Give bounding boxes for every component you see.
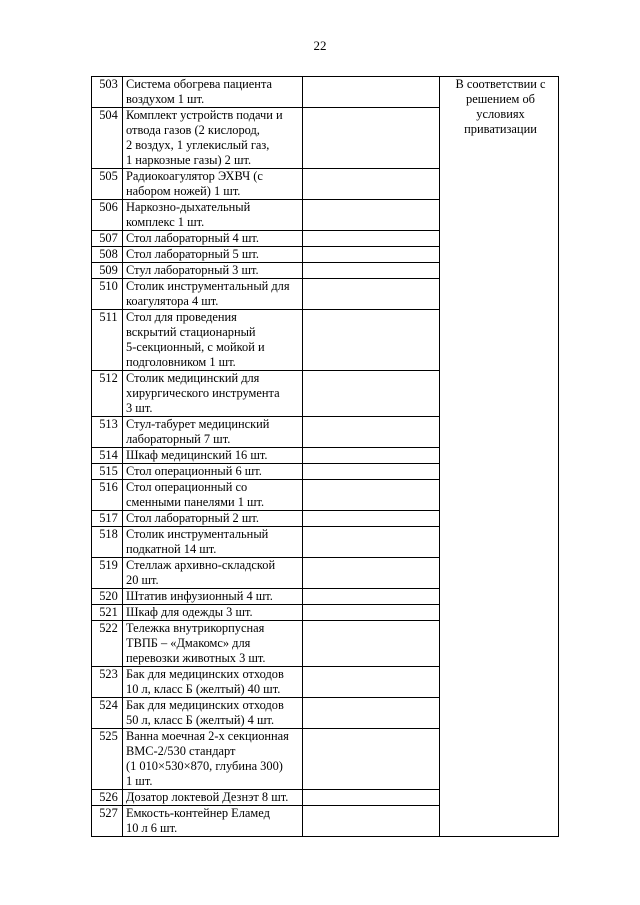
empty-cell: [303, 511, 440, 527]
row-number: 509: [92, 263, 123, 279]
item-description: Радиокоагулятор ЭХВЧ (с набором ножей) 1 шт.: [123, 169, 303, 200]
item-description: Бак для медицинских отходов 50 л, класс Б (желтый) 4 шт.: [123, 698, 303, 729]
empty-cell: [303, 231, 440, 247]
row-number: 512: [92, 371, 123, 417]
row-number: 525: [92, 729, 123, 790]
row-number: 511: [92, 310, 123, 371]
item-description: Столик инструментальный подкатной 14 шт.: [123, 527, 303, 558]
empty-cell: [303, 667, 440, 698]
row-number: 506: [92, 200, 123, 231]
empty-cell: [303, 806, 440, 837]
item-description: Шкаф медицинский 16 шт.: [123, 448, 303, 464]
item-description: Столик медицинский для хирургического инструмента 3 шт.: [123, 371, 303, 417]
empty-cell: [303, 263, 440, 279]
row-number: 520: [92, 589, 123, 605]
item-description: Тележка внутрикорпусная ТВПБ – «Дмакомс» для перевозки животных 3 шт.: [123, 621, 303, 667]
row-number: 508: [92, 247, 123, 263]
item-description: Штатив инфузионный 4 шт.: [123, 589, 303, 605]
row-number: 527: [92, 806, 123, 837]
item-description: Наркозно-дыхательный комплекс 1 шт.: [123, 200, 303, 231]
item-description: Система обогрева пациента воздухом 1 шт.: [123, 77, 303, 108]
row-number: 522: [92, 621, 123, 667]
empty-cell: [303, 558, 440, 589]
empty-cell: [303, 247, 440, 263]
empty-cell: [303, 371, 440, 417]
item-description: Комплект устройств подачи и отвода газов (2 кислород, 2 воздух, 1 углекислый газ, 1 наркозные газы) 2 шт.: [123, 108, 303, 169]
empty-cell: [303, 77, 440, 108]
empty-cell: [303, 448, 440, 464]
item-description: Стул лабораторный 3 шт.: [123, 263, 303, 279]
item-description: Столик инструментальный для коагулятора 4 шт.: [123, 279, 303, 310]
row-number: 515: [92, 464, 123, 480]
item-description: Стеллаж архивно-складской 20 шт.: [123, 558, 303, 589]
empty-cell: [303, 605, 440, 621]
page-number: 22: [313, 38, 327, 53]
item-description: Бак для медицинских отходов 10 л, класс Б (желтый) 40 шт.: [123, 667, 303, 698]
empty-cell: [303, 621, 440, 667]
row-number: 516: [92, 480, 123, 511]
row-number: 507: [92, 231, 123, 247]
item-description: Стул-табурет медицинский лабораторный 7 шт.: [123, 417, 303, 448]
item-description: Стол лабораторный 2 шт.: [123, 511, 303, 527]
row-number: 523: [92, 667, 123, 698]
row-number: 504: [92, 108, 123, 169]
item-description: Стол лабораторный 5 шт.: [123, 247, 303, 263]
table-row: [92, 77, 559, 108]
row-number: 513: [92, 417, 123, 448]
empty-cell: [303, 417, 440, 448]
item-description: Ванна моечная 2-х секционная ВМС-2/530 стандарт (1 010×530×870, глубина 300) 1 шт.: [123, 729, 303, 790]
empty-cell: [303, 698, 440, 729]
empty-cell: [303, 729, 440, 790]
item-description: Емкость-контейнер Еламед 10 л 6 шт.: [123, 806, 303, 837]
empty-cell: [303, 108, 440, 169]
property-table: [91, 76, 559, 837]
row-number: 503: [92, 77, 123, 108]
item-description: Стол операционный 6 шт.: [123, 464, 303, 480]
item-description: Стол для проведения вскрытий стационарный 5-секционный, с мойкой и подголовником 1 шт.: [123, 310, 303, 371]
empty-cell: [303, 169, 440, 200]
row-number: 510: [92, 279, 123, 310]
row-number: 519: [92, 558, 123, 589]
row-number: 517: [92, 511, 123, 527]
table-body: [92, 77, 559, 837]
privatization-note: В соответствии с решением об условиях приватизации: [440, 77, 559, 837]
empty-cell: [303, 589, 440, 605]
row-number: 524: [92, 698, 123, 729]
item-description: Шкаф для одежды 3 шт.: [123, 605, 303, 621]
empty-cell: [303, 790, 440, 806]
row-number: 526: [92, 790, 123, 806]
item-description: Стол операционный со сменными панелями 1 шт.: [123, 480, 303, 511]
row-number: 514: [92, 448, 123, 464]
item-description: Дозатор локтевой Дезнэт 8 шт.: [123, 790, 303, 806]
empty-cell: [303, 279, 440, 310]
empty-cell: [303, 310, 440, 371]
empty-cell: [303, 527, 440, 558]
row-number: 518: [92, 527, 123, 558]
empty-cell: [303, 464, 440, 480]
row-number: 505: [92, 169, 123, 200]
empty-cell: [303, 200, 440, 231]
row-number: 521: [92, 605, 123, 621]
item-description: Стол лабораторный 4 шт.: [123, 231, 303, 247]
empty-cell: [303, 480, 440, 511]
